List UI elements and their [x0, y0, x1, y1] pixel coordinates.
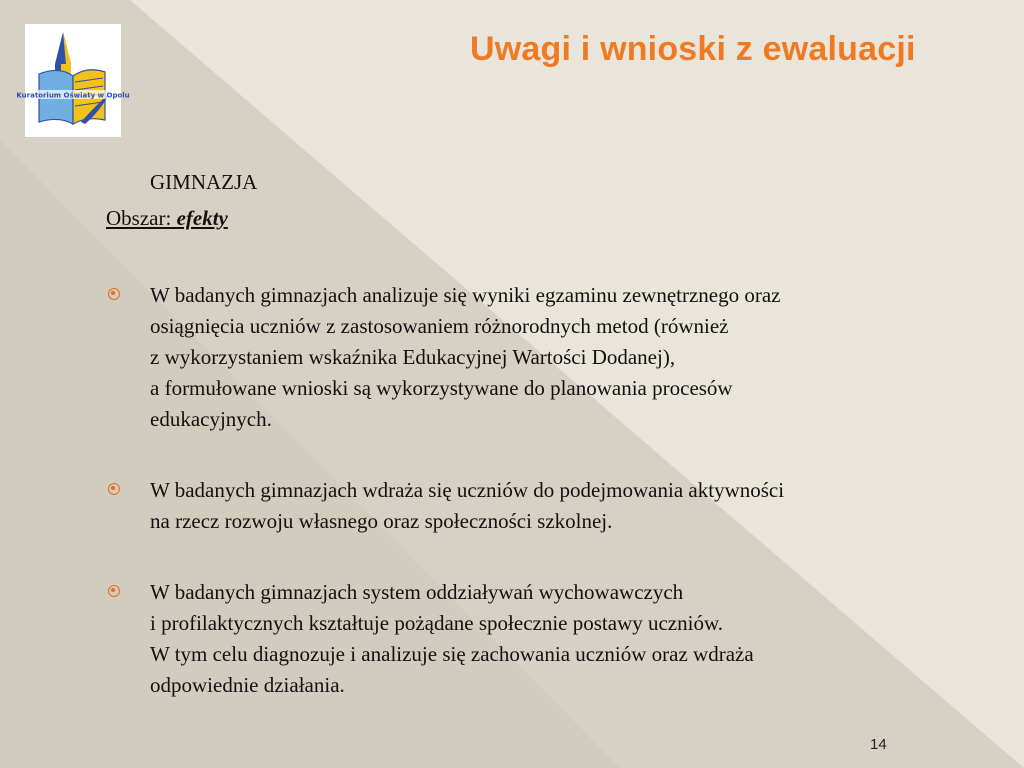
area-value: efekty [176, 206, 228, 230]
area-heading [106, 206, 228, 231]
bullet-line: i profilaktycznych kształtuje pożądane społecznie postawy uczniów. [150, 611, 724, 635]
bullet-line: odpowiednie działania. [150, 673, 345, 697]
bullet-line: z wykorzystaniem wskaźnika Edukacyjnej Wartości Dodanej), [150, 345, 676, 369]
bullet-line: W badanych gimnazjach analizuje się wyniki egzaminu zewnętrznego oraz [150, 283, 781, 307]
bullet-item [106, 475, 986, 537]
bullet-item [106, 280, 986, 435]
bullet-line: W badanych gimnazjach wdraża się uczniów do podejmowania aktywności [150, 478, 785, 502]
bullet-line: osiągnięcia uczniów z zastosowaniem różnorodnych metod (również [150, 314, 729, 338]
section-heading: GIMNAZJA [150, 170, 258, 194]
bullet-line: edukacyjnych. [150, 407, 272, 431]
kuratorium-logo [16, 24, 130, 137]
bullet-line: W badanych gimnazjach system oddziaływań wychowawczych [150, 580, 684, 604]
bullet-item [106, 577, 986, 701]
bullet-list [106, 280, 986, 701]
page-number: 14 [870, 736, 887, 753]
area-prefix: Obszar: [106, 206, 177, 230]
bullet-circle-icon [108, 585, 120, 597]
logo-text: Kuratorium Oświaty w Opolu [16, 91, 130, 100]
bullet-circle-icon [108, 483, 120, 495]
bullet-circle-icon [108, 288, 120, 300]
bullet-line: a formułowane wnioski są wykorzystywane do planowania procesów [150, 376, 733, 400]
bullet-line: W tym celu diagnozuje i analizuje się zachowania uczniów oraz wdraża [150, 642, 754, 666]
bullet-line: na rzecz rozwoju własnego oraz społeczności szkolnej. [150, 509, 613, 533]
slide-title: Uwagi i wnioski z ewaluacji [470, 30, 916, 68]
